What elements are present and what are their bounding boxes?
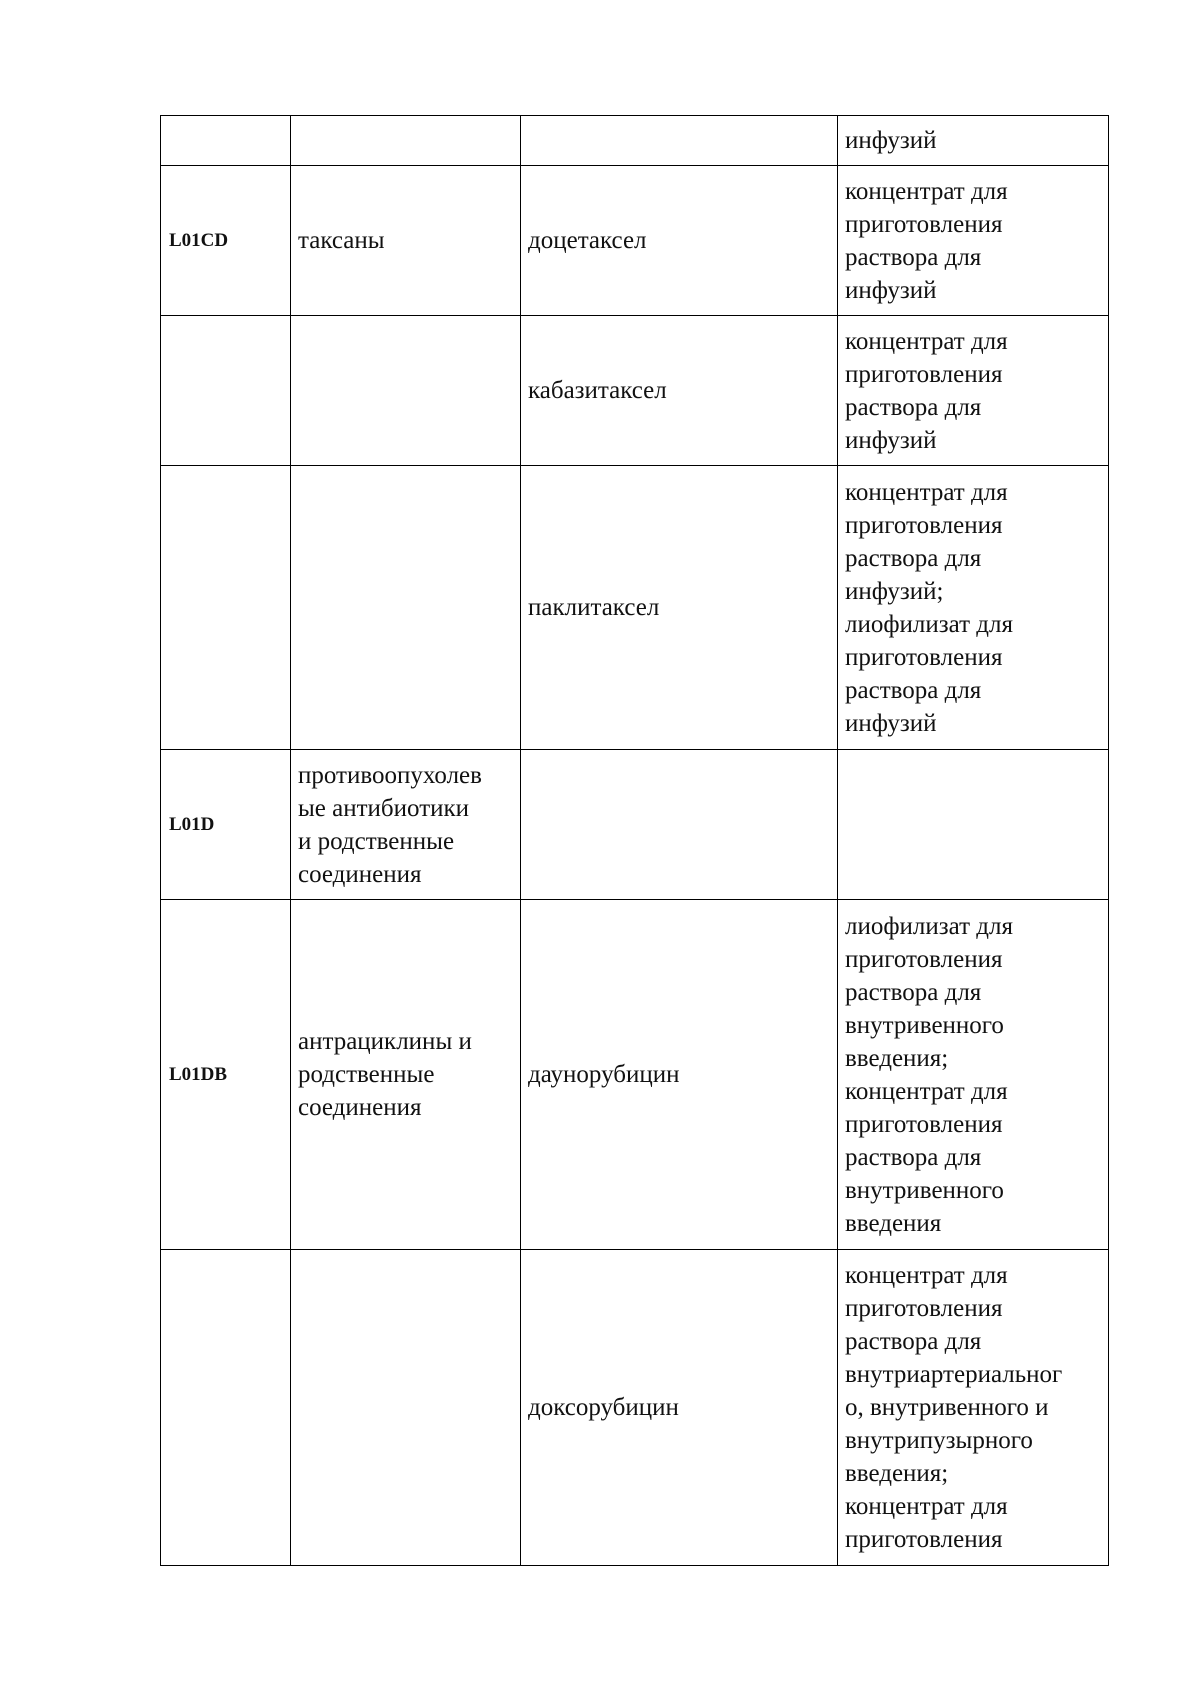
table-row bbox=[161, 1250, 1109, 1566]
group-name-cell bbox=[291, 316, 521, 466]
drug-name-cell: паклитаксел bbox=[521, 466, 838, 750]
dosage-form-cell: инфузий bbox=[838, 116, 1109, 166]
atc-code-cell bbox=[161, 1250, 291, 1566]
group-name-cell: таксаны bbox=[291, 166, 521, 316]
drug-name-cell: доцетаксел bbox=[521, 166, 838, 316]
drug-name-cell bbox=[521, 116, 838, 166]
group-name-cell bbox=[291, 116, 521, 166]
table-row bbox=[161, 316, 1109, 466]
group-name-cell bbox=[291, 466, 521, 750]
atc-code-cell: L01CD bbox=[161, 166, 291, 316]
table-row bbox=[161, 166, 1109, 316]
group-name-cell: антрациклины и родственные соединения bbox=[291, 900, 521, 1250]
table-row bbox=[161, 466, 1109, 750]
group-name-cell: противоопухолев ые антибиотики и родственные соединения bbox=[291, 750, 521, 900]
medication-table bbox=[160, 115, 1109, 1566]
dosage-form-cell: концентрат для приготовления раствора для инфузий bbox=[838, 316, 1109, 466]
atc-code-cell bbox=[161, 116, 291, 166]
dosage-form-cell bbox=[838, 750, 1109, 900]
atc-code-cell bbox=[161, 316, 291, 466]
drug-name-cell: даунорубицин bbox=[521, 900, 838, 1250]
atc-code-cell: L01DB bbox=[161, 900, 291, 1250]
atc-code-cell: L01D bbox=[161, 750, 291, 900]
drug-name-cell: кабазитаксел bbox=[521, 316, 838, 466]
drug-name-cell: доксорубицин bbox=[521, 1250, 838, 1566]
group-name-cell bbox=[291, 1250, 521, 1566]
drug-name-cell bbox=[521, 750, 838, 900]
dosage-form-cell: лиофилизат для приготовления раствора для внутривенного введения; концентрат для приготовления раствора для внутривенного введения bbox=[838, 900, 1109, 1250]
dosage-form-cell: концентрат для приготовления раствора для инфузий; лиофилизат для приготовления раствора для инфузий bbox=[838, 466, 1109, 750]
table-row bbox=[161, 116, 1109, 166]
dosage-form-cell: концентрат для приготовления раствора для инфузий bbox=[838, 166, 1109, 316]
table-row bbox=[161, 900, 1109, 1250]
dosage-form-cell: концентрат для приготовления раствора для внутриартериальног о, внутривенного и внутрипузырного введения; концентрат для приготовления bbox=[838, 1250, 1109, 1566]
table-row bbox=[161, 750, 1109, 900]
atc-code-cell bbox=[161, 466, 291, 750]
